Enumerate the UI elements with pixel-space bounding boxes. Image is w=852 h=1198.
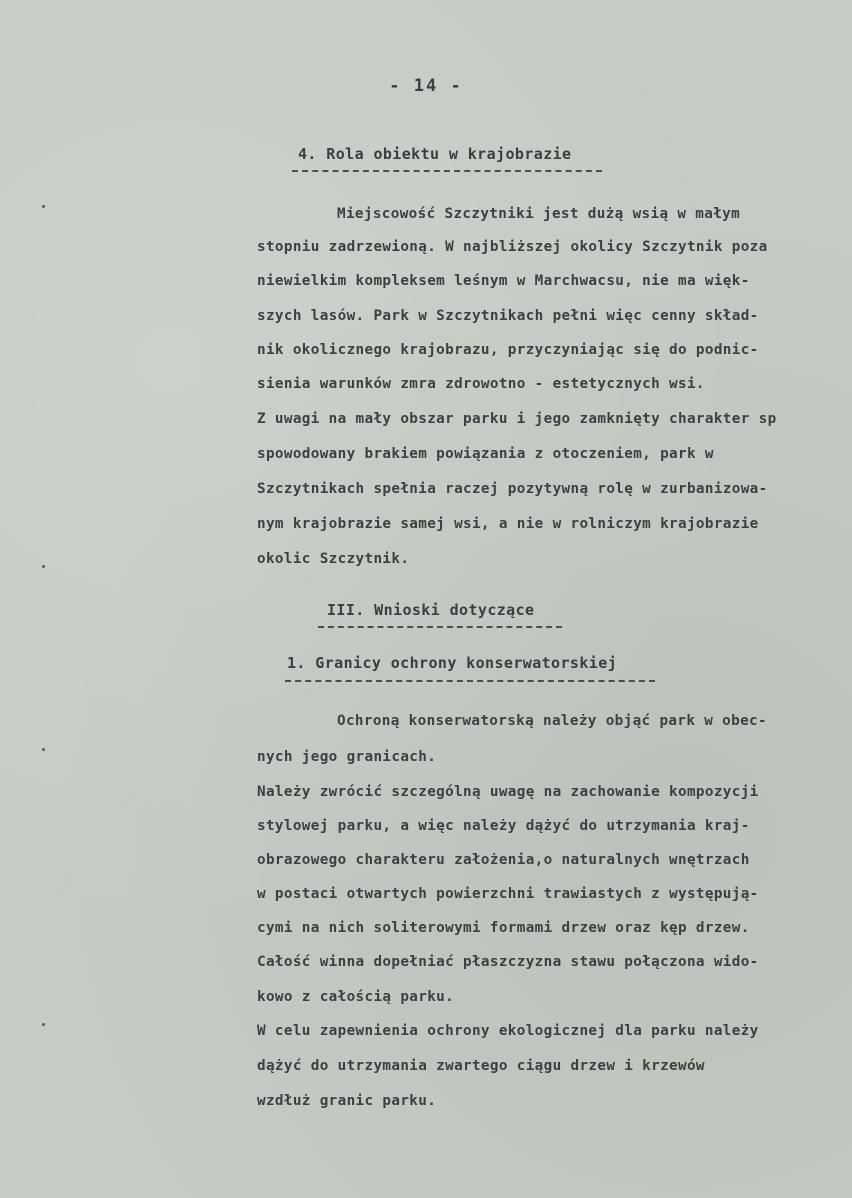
text-line: stylowej parku, a więc należy dążyć do utrzymania kraj-: [257, 818, 750, 834]
text-line: nik okolicznego krajobrazu, przyczyniając się do podnic-: [257, 342, 759, 358]
text-line: Szczytnikach spełnia raczej pozytywną rolę w zurbanizowa-: [257, 481, 768, 497]
text-line: Z uwagi na mały obszar parku i jego zamknięty charakter sp: [257, 411, 777, 427]
margin-mark: [42, 205, 45, 208]
subsection-1-underline: [285, 680, 655, 682]
section-4-heading: 4. Rola obiektu w krajobrazie: [298, 145, 572, 163]
margin-mark: [42, 748, 45, 751]
text-line: nym krajobrazie samej wsi, a nie w rolniczym krajobrazie: [257, 516, 759, 532]
section-3-underline: [318, 626, 562, 628]
text-line: spowodowany brakiem powiązania z otoczeniem, park w: [257, 446, 714, 462]
text-line: nych jego granicach.: [257, 749, 437, 765]
text-line: wzdłuż granic parku.: [257, 1093, 437, 1109]
page-number: - 14 -: [389, 76, 463, 96]
text-line: niewielkim kompleksem leśnym w Marchwacsu, nie ma więk-: [257, 273, 750, 289]
text-line: Ochroną konserwatorską należy objąć park w obec-: [337, 713, 767, 729]
text-line: W celu zapewnienia ochrony ekologicznej dla parku należy: [257, 1023, 759, 1039]
text-line: Należy zwrócić szczególną uwagę na zachowanie kompozycji: [257, 784, 759, 800]
section-4-underline: [292, 170, 602, 172]
text-line: stopniu zadrzewioną. W najbliższej okolicy Szczytnik poza: [257, 239, 768, 255]
text-line: okolic Szczytnik.: [257, 551, 410, 567]
text-line: dążyć do utrzymania zwartego ciągu drzew i krzewów: [257, 1058, 705, 1074]
margin-mark: [42, 565, 45, 568]
text-line: obrazowego charakteru założenia,o naturalnych wnętrzach: [257, 852, 750, 868]
text-line: cymi na nich soliterowymi formami drzew oraz kęp drzew.: [257, 920, 750, 936]
text-line: w postaci otwartych powierzchni trawiastych z występują-: [257, 886, 759, 902]
text-line: Miejscowość Szczytniki jest dużą wsią w małym: [337, 206, 741, 222]
text-line: szych lasów. Park w Szczytnikach pełni więc cenny skład-: [257, 308, 759, 324]
section-3-heading: III. Wnioski dotyczące: [327, 601, 535, 619]
text-line: kowo z całością parku.: [257, 989, 455, 1005]
text-line: Całość winna dopełniać płaszczyzna stawu połączona wido-: [257, 954, 759, 970]
text-line: sienia warunków zmra zdrowotno - estetycznych wsi.: [257, 376, 705, 392]
subsection-1-heading: 1. Granicy ochrony konserwatorskiej: [287, 654, 618, 672]
margin-mark: [42, 1023, 45, 1026]
